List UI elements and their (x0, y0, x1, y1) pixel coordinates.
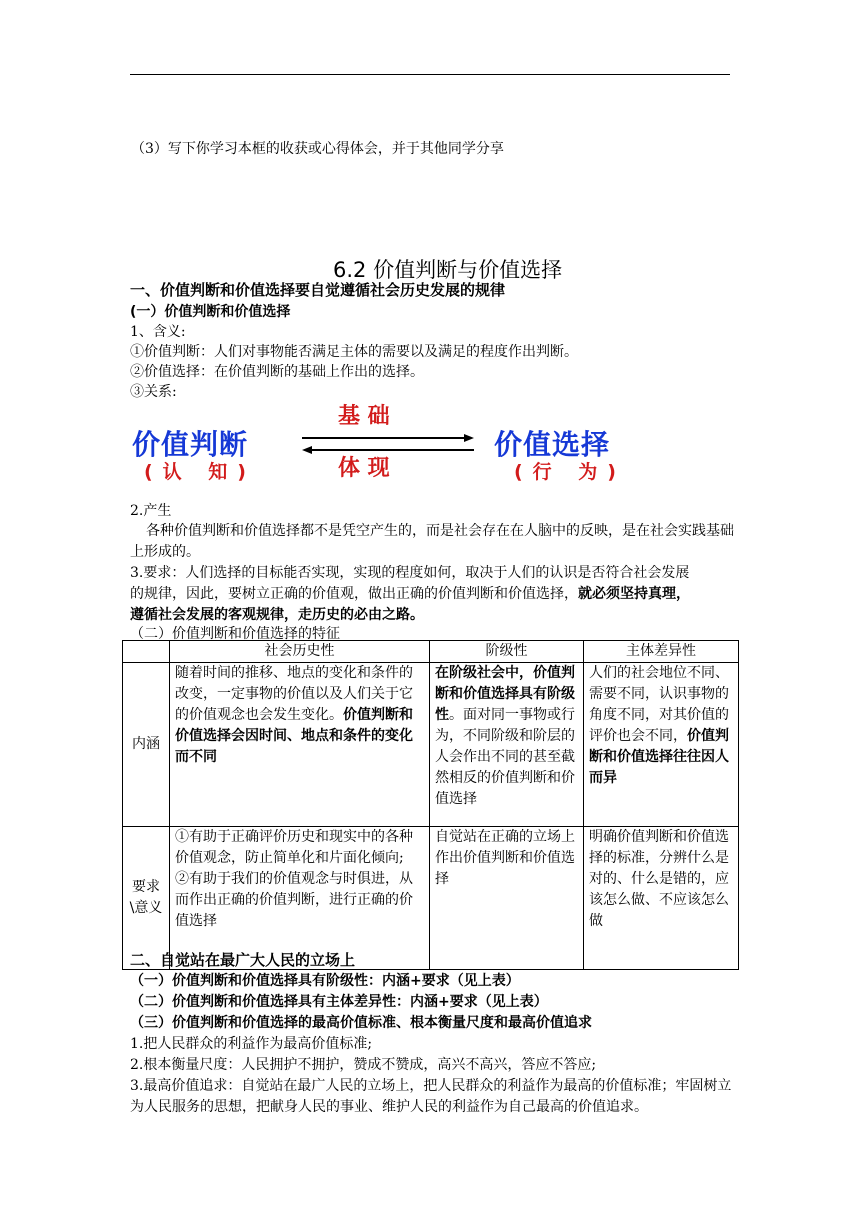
feature-table (122, 640, 739, 970)
row-label-requirement: 要求\意义 (123, 827, 170, 970)
requirement-line3: 遵循社会发展的客观规律，走历史的必由之路。 (130, 607, 424, 623)
cell-subject-requirement: 明确价值判断和价值选择的标准，分辨什么是对的、什么是错的，应该怎么做、不应该怎么做 (584, 827, 739, 970)
cell-historical-requirement: ①有助于正确评价历史和现实中的各种价值观念，防止简单化和片面化倾向; ②有助于我们的价值观念与时俱进，从而作出正确的价值判断，进行正确的价值选择 (170, 827, 430, 970)
lesson-title: 6.2 价值判断与价值选择 (333, 258, 563, 282)
cell-class-requirement: 自觉站在正确的立场上作出价值判断和价值选择 (430, 827, 584, 970)
diagram-bottom-label: 体 现 (338, 456, 390, 481)
feature-caption: （二）价值判断和价值选择的特征 (130, 626, 340, 642)
cell-historical-connotation: 随着时间的推移、地点的变化和条件的改变，一定事物的价值以及人们关于它的价值观念也会发生变化。价值判断和价值选择会因时间、地点和条件的变化而不同 (170, 663, 430, 827)
diagram-left-term: 价值判断 (132, 428, 249, 461)
row-label-connotation: 内涵 (123, 663, 170, 827)
requirement-line2: 的规律，因此，要树立正确的价值观，做出正确的价值判断和价值选择，就必须坚持真理， (130, 586, 690, 602)
table-header-row (123, 641, 739, 663)
origin-label: 2.产生 (130, 503, 172, 519)
reflection-prompt: （3）写下你学习本框的收获或心得体会，并于其他同学分享 (131, 141, 504, 157)
table-header-class: 阶级性 (430, 641, 584, 663)
table-header-subject: 主体差异性 (584, 641, 739, 663)
section1-heading: 一、价值判断和价值选择要自觉遵循社会历史发展的规律 (130, 281, 506, 299)
definition-choice: ②价值选择：在价值判断的基础上作出的选择。 (130, 364, 424, 380)
cell-class-connotation: 在阶级社会中，价值判断和价值选择具有阶级性。面对同一事物或行为，不同阶级和阶层的人会作出不同的甚至截然相反的价值判断和价值选择 (430, 663, 584, 827)
diagram-right-sub: (行 为) (514, 461, 626, 483)
requirement-line1: 3.要求：人们选择的目标能否实现，实现的程度如何，取决于人们的认识是否符合社会发展 (130, 565, 690, 581)
relation-diagram (130, 402, 650, 498)
standard-line1: 1.把人民群众的利益作为最高价值标准; (130, 1036, 373, 1052)
definition-judgment: ①价值判断：人们对事物能否满足主体的需要以及满足的程度作出判断。 (130, 344, 578, 360)
table-header-historical: 社会历史性 (170, 641, 430, 663)
section2-heading: 二、自觉站在最广大人民的立场上 (130, 951, 356, 969)
origin-text: 各种价值判断和价值选择都不是凭空产生的，而是社会存在在人脑中的反映，是在社会实践基础上形成的。 (130, 523, 734, 560)
header-rule (130, 74, 730, 75)
subsection-heading: (一）价值判断和价值选择 (130, 304, 291, 320)
diagram-top-label: 基 础 (338, 404, 390, 429)
standard-line3: 3.最高价值追求：自觉站在最广人民的立场上，把人民群众的利益作为最高的价值标准；牢固树立为人民服务的思想，把献身人民的事业、维护人民的利益作为自己最高的价值追求。 (130, 1078, 732, 1115)
section2-point3: （三）价值判断和价值选择的最高价值标准、根本衡量尺度和最高价值追求 (130, 1015, 592, 1031)
table-header-empty (123, 641, 170, 663)
diagram-arrows (300, 432, 476, 456)
relation-label: ③关系: (130, 384, 177, 400)
table-row (123, 663, 739, 827)
section2-point1: （一）价值判断和价值选择具有阶级性：内涵+要求（见上表） (130, 973, 520, 989)
table-row (123, 827, 739, 970)
item-meaning: 1、含义: (130, 324, 186, 340)
standard-line2: 2.根本衡量尺度：人民拥护不拥护，赞成不赞成，高兴不高兴，答应不答应; (130, 1057, 597, 1073)
diagram-right-term: 价值选择 (494, 428, 611, 461)
cell-subject-connotation: 人们的社会地位不同、需要不同，认识事物的角度不同，对其价值的评价也会不同，价值判断和价值选择往往因人而异 (584, 663, 739, 827)
section2-point2: （二）价值判断和价值选择具有主体差异性：内涵+要求（见上表） (130, 994, 548, 1010)
diagram-left-sub: (认 知) (144, 461, 256, 483)
